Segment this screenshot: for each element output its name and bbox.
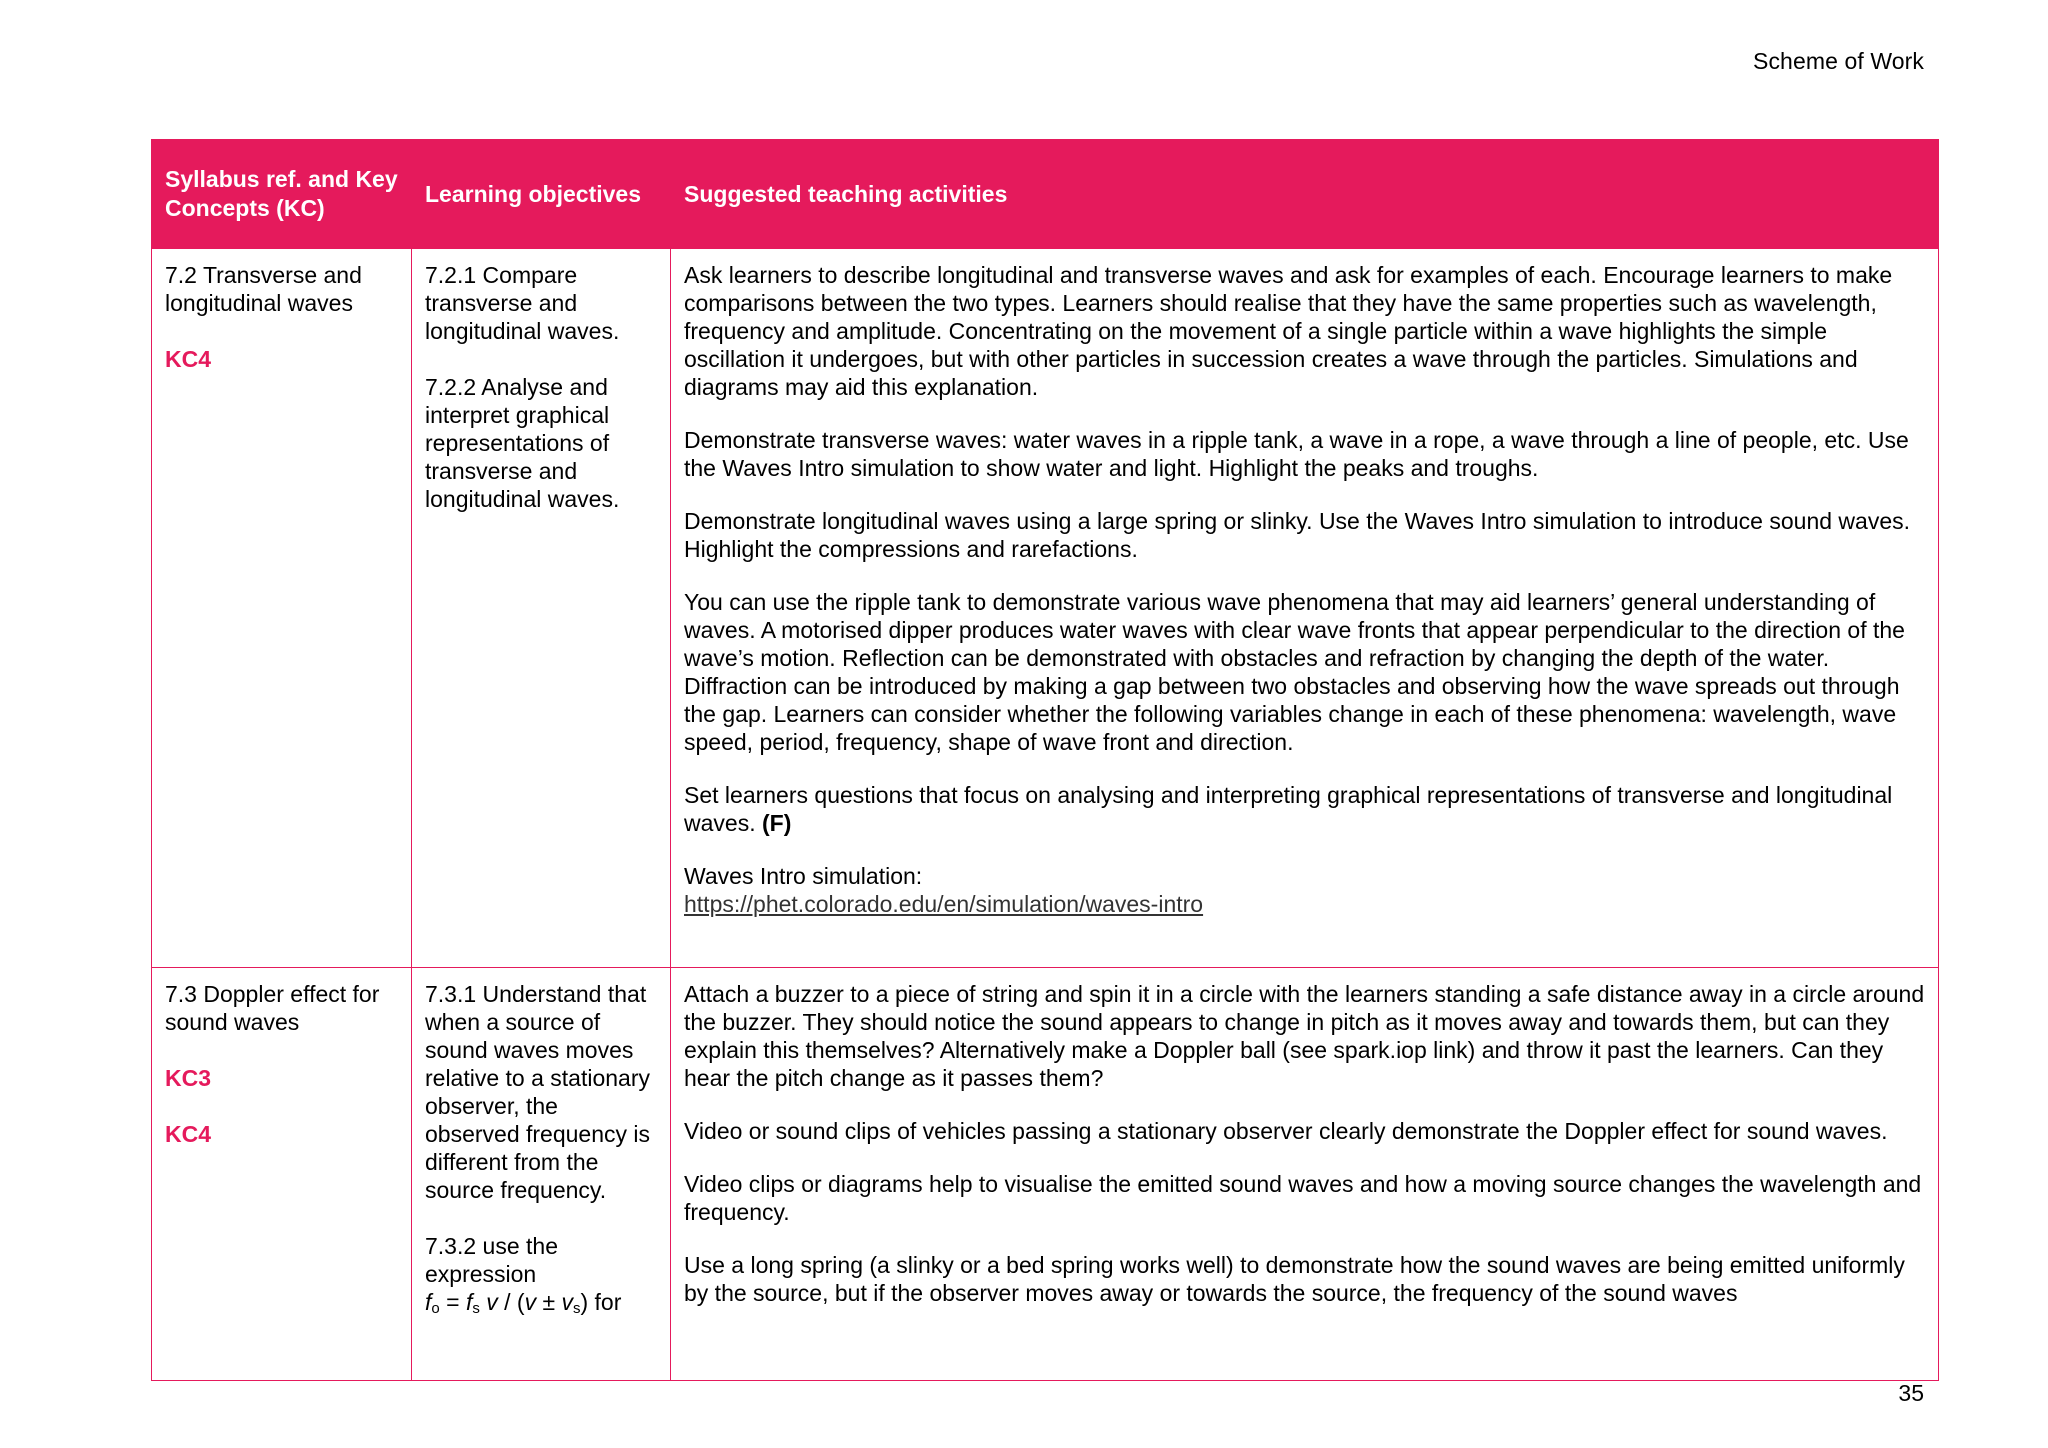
activity-paragraph: Ask learners to describe longitudinal and transverse waves and ask for examples of each. Encourage learners to make comparisons between the two types. Learners should realise that they have the same properties such as wavelength, frequency and amplitude. Concentrating on the movement of a single particle within a wave highlights the simple oscillation it undergoes, but with other particles in succession creates a wave through the particles. Simulations and diagrams may aid this explanation. [684,262,1893,400]
learning-objective-expression [425,1232,657,1316]
syllabus-cell [152,968,412,1381]
column-header-syllabus: Syllabus ref. and Key Concepts (KC) [152,140,412,249]
activity-paragraph: Demonstrate transverse waves: water waves in a ripple tank, a wave in a rope, a wave through a line of people, etc. Use the Waves Intro simulation to show water and light. Highlight the peaks and troughs. [684,427,1909,481]
expression-operator: = [439,1289,466,1315]
expression-subscript: s [572,1300,581,1317]
expression-symbol: f [425,1289,432,1315]
expression-operator: ) for [580,1289,622,1315]
table-header-row [152,140,1939,249]
key-concept: KC4 [165,346,212,372]
objectives-cell [412,249,671,968]
activity-paragraph: You can use the ripple tank to demonstrate various wave phenomena that may aid learners’ general understanding of waves. A motorised dipper produces water waves with clear wave fronts that appear perpendicular to the direction of the wave’s motion. Reflection can be demonstrated with obstacles and refraction by changing the depth of the water. Diffraction can be introduced by making a gap between two obstacles and observing how the wave spreads out through the gap. Learners can consider whether the following variables change in each of these phenomena: wavelength, wave speed, period, frequency, shape of wave front and direction. [684,589,1905,755]
syllabus-cell [152,249,412,968]
expression-symbol: v [486,1289,498,1315]
expression-symbol: v [561,1289,573,1315]
learning-objective: 7.3.1 Understand that when a source of sound waves moves relative to a stationary observer, the observed frequency is different from the source frequency. [425,981,651,1203]
learning-objective: 7.2.2 Analyse and interpret graphical representations of transverse and longitudinal waves. [425,374,620,512]
key-concept: KC3 [165,1065,212,1091]
column-header-activities: Suggested teaching activities [671,140,1939,249]
table-row [152,249,1939,968]
table-row [152,968,1939,1381]
activity-paragraph: Demonstrate longitudinal waves using a large spring or slinky. Use the Waves Intro simulation to introduce sound waves. Highlight the compressions and rarefactions. [684,508,1910,562]
resource-link[interactable]: https://phet.colorado.edu/en/simulation/waves-intro [684,891,1204,917]
column-header-objectives: Learning objectives [412,140,671,249]
syllabus-ref: 7.3 Doppler effect for sound waves [165,981,380,1035]
activity-paragraph [684,781,1925,837]
activity-paragraph: Use a long spring (a slinky or a bed spring works well) to demonstrate how the sound waves are being emitted uniformly by the source, but if the observer moves away or towards the source, the frequency of the sound waves [684,1252,1905,1306]
expression-intro: 7.3.2 use the expression [425,1233,558,1287]
page-number: 35 [1898,1380,1924,1406]
expression-subscript: o [431,1300,440,1317]
scheme-of-work-table [151,139,1939,1381]
resource-paragraph [684,862,1925,918]
key-concept: KC4 [165,1121,212,1147]
resource-label: Waves Intro simulation: [684,863,923,889]
activities-cell [671,249,1939,968]
expression-operator: ± [536,1289,562,1315]
expression-symbol: v [524,1289,537,1315]
expression-operator: / ( [497,1289,525,1315]
document-header: Scheme of Work [1753,48,1924,74]
expression-subscript: s [472,1300,480,1317]
learning-objective: 7.2.1 Compare transverse and longitudinal waves. [425,262,620,344]
activity-paragraph: Video or sound clips of vehicles passing a stationary observer clearly demonstrate the Doppler effect for sound waves. [684,1118,1888,1144]
syllabus-ref: 7.2 Transverse and longitudinal waves [165,262,362,316]
activity-paragraph: Video clips or diagrams help to visualise the emitted sound waves and how a moving source changes the wavelength and frequency. [684,1171,1922,1225]
activities-cell [671,968,1939,1381]
expression-symbol: f [465,1289,473,1315]
activity-questions-text: Set learners questions that focus on analysing and interpreting graphical representations of transverse and longitudinal waves. [684,782,1893,836]
formative-flag: (F) [761,810,792,836]
objectives-cell [412,968,671,1381]
activity-paragraph: Attach a buzzer to a piece of string and spin it in a circle with the learners standing a safe distance away in a circle around the buzzer. They should notice the sound appears to change in pitch as it moves away and towards them, but can they explain this themselves? Alternatively make a Doppler ball (see spark.iop link) and throw it past the learners. Can they hear the pitch change as it passes them? [684,981,1925,1091]
